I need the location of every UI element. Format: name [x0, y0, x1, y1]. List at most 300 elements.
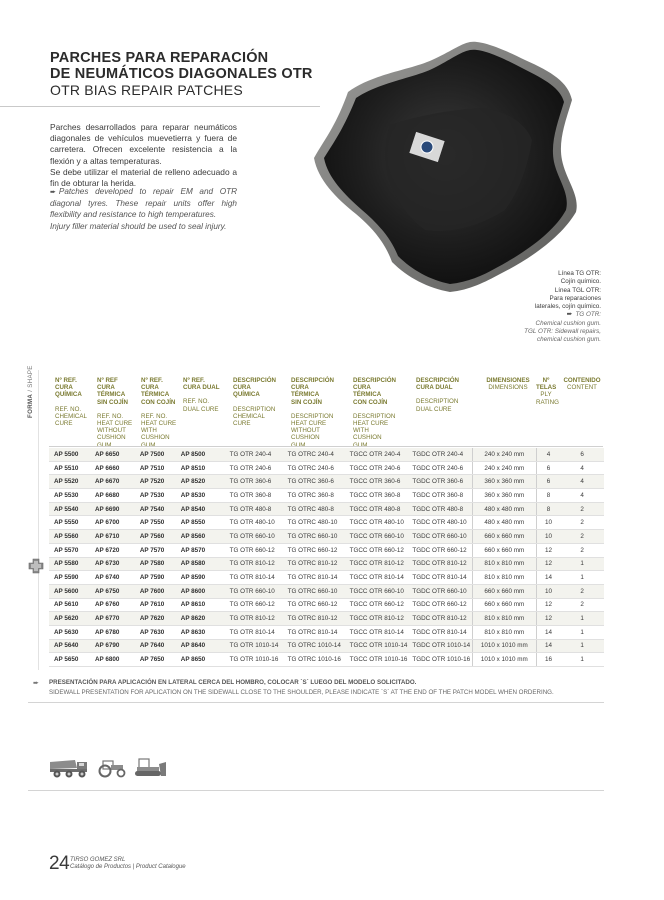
table-cell: TGCC OTR 360-6	[345, 475, 408, 489]
table-cell: TGDC OTR 660-12	[407, 598, 472, 612]
table-cell: AP 7590	[135, 571, 176, 585]
table-cell: AP 7640	[135, 639, 176, 653]
column-header	[416, 377, 478, 413]
table-cell: AP 7550	[135, 516, 176, 530]
table-cell: 360 x 360 mm	[472, 489, 536, 503]
footer-company: TIRSO GOMEZ SRL	[70, 857, 126, 863]
table-row	[49, 448, 604, 461]
column-header	[562, 377, 602, 391]
caption-line: Cojín químico.	[560, 278, 601, 286]
header-line: TÉRMICA	[141, 391, 170, 399]
caption-en-text: TG OTR:	[575, 311, 601, 319]
description-en-text-1: Patches developed to repair EM and OTR diagonal tyres. These repair units offer high flexibility and resistance to high temperatures.	[50, 187, 237, 220]
table-cell: AP 6730	[90, 557, 135, 571]
description-es-paragraph-2: Se debe utilizar el material de relleno adecuado a fin de obturar la herida.	[50, 166, 237, 189]
patch-caption	[451, 270, 601, 345]
header-line: DUAL CURE	[183, 405, 219, 413]
table-cell: AP 8530	[176, 489, 225, 503]
table-cell: 12	[536, 598, 560, 612]
table-cell: 480 x 480 mm	[472, 502, 536, 516]
header-line: HEAT CURE	[291, 420, 327, 428]
table-cell: AP 8500	[176, 448, 225, 461]
table-cell: TG OTR 810-12	[225, 612, 283, 626]
header-line: CURA	[97, 384, 115, 392]
table-cell: 660 x 660 mm	[472, 530, 536, 544]
header-line: DESCRIPCIÓN	[416, 377, 459, 384]
header-line: CURA DUAL	[183, 384, 220, 392]
table-cell: AP 8550	[176, 516, 225, 530]
table-cell: AP 8640	[176, 639, 225, 653]
header-line: WITHOUT	[291, 427, 320, 435]
header-line: CON COJÍN	[141, 398, 176, 406]
header-line: REF. NO.	[141, 412, 168, 420]
table-cell: TGDC OTR 360-8	[407, 489, 472, 503]
table-cell: AP 7620	[135, 612, 176, 626]
table-cell: 1	[560, 557, 604, 571]
table-cell: TG OTR 240-6	[225, 461, 283, 475]
header-line: WITH	[141, 427, 157, 435]
table-cell: AP 5640	[49, 639, 90, 653]
header-line: DESCRIPCIÓN	[233, 377, 276, 384]
header-line: DESCRIPTION	[416, 398, 459, 406]
table-cell: AP 5510	[49, 461, 90, 475]
header-line: Nº REF.	[183, 377, 205, 384]
table-cell: AP 5550	[49, 516, 90, 530]
table-cell: AP 5590	[49, 571, 90, 585]
header-line: DIMENSIONES	[486, 377, 530, 384]
table-cell: 1	[560, 639, 604, 653]
table-cell: AP 6720	[90, 543, 135, 557]
table-cell: TGCC OTR 1010-14	[345, 639, 408, 653]
table-cell: 2	[560, 543, 604, 557]
table-cell: AP 7580	[135, 557, 176, 571]
table-cell: 660 x 660 mm	[472, 584, 536, 598]
header-line: CUSHION	[141, 434, 170, 442]
table-cell: 1	[560, 612, 604, 626]
table-row	[49, 461, 604, 475]
table-cell: AP 5540	[49, 502, 90, 516]
table-cell: TG OTR 660-10	[225, 584, 283, 598]
header-line: RATING	[536, 398, 559, 406]
title-es-line2: DE NEUMÁTICOS DIAGONALES OTR	[50, 66, 313, 82]
title-divider	[0, 106, 320, 107]
table-cell: 240 x 240 mm	[472, 448, 536, 461]
header-line: CURA	[233, 384, 251, 392]
table-cell: AP 8630	[176, 625, 225, 639]
header-line: QUÍMICA	[233, 391, 260, 399]
table-cell: AP 8610	[176, 598, 225, 612]
header-line: DESCRIPTION	[353, 412, 396, 420]
table-cell: TG OTR 480-10	[225, 516, 283, 530]
table-cell: TGCC OTR 480-10	[345, 516, 408, 530]
column-header-es	[183, 377, 231, 391]
table-cell: 8	[536, 489, 560, 503]
header-line: HEAT CURE	[353, 420, 389, 428]
table-cell: 2	[560, 584, 604, 598]
table-cell: 10	[536, 530, 560, 544]
table-cell: AP 8580	[176, 557, 225, 571]
table-cell: AP 7500	[135, 448, 176, 461]
vehicle-icons	[49, 756, 167, 778]
table-cell: TGDC OTR 810-12	[407, 612, 472, 626]
caption-en-line: TGL OTR: Sidewall repairs,	[524, 328, 601, 336]
header-line: SIN COJÍN	[97, 398, 128, 406]
column-header-en	[141, 413, 183, 449]
caption-en-line: chemical cushion gum.	[536, 336, 601, 344]
note-divider	[28, 702, 604, 703]
table-cell: TG OTRC 660-12	[283, 598, 345, 612]
column-header	[481, 377, 535, 391]
table-cell: 240 x 240 mm	[472, 461, 536, 475]
arrow-right-icon: ➨	[50, 189, 56, 196]
column-header-es	[416, 377, 478, 391]
table-cell: 1	[560, 625, 604, 639]
header-line: CURE	[233, 420, 251, 428]
column-header-es	[291, 377, 351, 406]
column-header-en	[353, 413, 413, 449]
table-cell: AP 8520	[176, 475, 225, 489]
table-cell: AP 7650	[135, 653, 176, 667]
table-cell: TGDC OTR 660-10	[407, 530, 472, 544]
table-cell: TGCC OTR 240-6	[345, 461, 408, 475]
table-cell: TGDC OTR 480-8	[407, 502, 472, 516]
description-en-paragraph-2: Injury filler material should be used to seal injury.	[50, 221, 227, 231]
table-cell: AP 6740	[90, 571, 135, 585]
column-header	[291, 377, 351, 449]
table-cell: AP 7530	[135, 489, 176, 503]
table-cell: AP 5520	[49, 475, 90, 489]
table-cell: AP 8560	[176, 530, 225, 544]
table-cell: AP 6710	[90, 530, 135, 544]
caption-line: laterales, cojín químico.	[534, 303, 601, 311]
column-header-es	[141, 377, 183, 406]
table-cell: TG OTRC 810-12	[283, 612, 345, 626]
table-cell: 480 x 480 mm	[472, 516, 536, 530]
column-header-es	[353, 377, 413, 406]
shape-column-label	[27, 365, 34, 418]
header-line: HEAT CURE	[141, 420, 177, 428]
side-divider	[38, 370, 39, 670]
table-cell: 1010 x 1010 mm	[472, 653, 536, 667]
table-cell: AP 5580	[49, 557, 90, 571]
table-cell: TG OTRC 660-12	[283, 543, 345, 557]
table-cell: TG OTR 480-8	[225, 502, 283, 516]
header-line: CHEMICAL	[233, 412, 265, 420]
header-line: SIN COJÍN	[291, 398, 322, 406]
header-line: QUÍMICA	[55, 391, 82, 399]
title-es-line1: PARCHES PARA REPARACIÓN	[50, 50, 269, 66]
column-header	[536, 377, 559, 406]
header-line: DUAL CURE	[416, 405, 452, 413]
table-cell: TG OTRC 810-14	[283, 571, 345, 585]
column-header	[55, 377, 95, 427]
patch-product-image	[300, 30, 600, 300]
table-row	[49, 571, 604, 585]
bulldozer-icon	[135, 759, 166, 776]
table-cell: TGCC OTR 1010-16	[345, 653, 408, 667]
table-cell: TGCC OTR 810-12	[345, 557, 408, 571]
column-header-en	[481, 384, 535, 391]
header-line: CONTENT	[567, 384, 597, 392]
table-cell: 12	[536, 557, 560, 571]
table-cell: TGDC OTR 240-4	[407, 448, 472, 461]
table-cell: TGCC OTR 810-12	[345, 612, 408, 626]
table-cell: AP 5560	[49, 530, 90, 544]
table-cell: TGCC OTR 660-10	[345, 584, 408, 598]
table-row	[49, 653, 604, 667]
table-cell: AP 6670	[90, 475, 135, 489]
table-cell: 810 x 810 mm	[472, 557, 536, 571]
header-line: DESCRIPCIÓN	[353, 377, 396, 384]
note-en: SIDEWALL PRESENTATION FOR APLICATION ON THE SIDEWALL CLOSE TO THE SHOULDER, PLEASE INDICATE `S` AT THE END OF THE PATCH MODEL WHEN ORDERING.	[49, 689, 554, 696]
column-header-en	[416, 398, 478, 412]
header-line: CHEMICAL	[55, 412, 87, 420]
cross-patch-icon	[28, 558, 44, 574]
table-cell: AP 7540	[135, 502, 176, 516]
table-cell: AP 6690	[90, 502, 135, 516]
header-line: CUSHION	[97, 434, 126, 442]
table-row	[49, 639, 604, 653]
caption-line: Línea TGL OTR:	[554, 286, 601, 294]
table-cell: TG OTR 660-10	[225, 530, 283, 544]
table-cell: AP 5630	[49, 625, 90, 639]
table-cell: 12	[536, 612, 560, 626]
shape-label-en: SHAPE	[27, 365, 34, 388]
column-header-es	[562, 377, 602, 384]
description-es-paragraph-1: Parches desarrollados para reparar neumáticos diagonales de vehículos muevetierra y fuera de carretera. Ofrecen excelente resistencia a la flexión y a altas temperaturas.	[50, 122, 237, 166]
table-cell: AP 8540	[176, 502, 225, 516]
caption-line: Línea TG OTR:	[558, 270, 601, 277]
table-cell: AP 8570	[176, 543, 225, 557]
table-cell: 4	[560, 461, 604, 475]
header-line: CURA	[55, 384, 73, 392]
table-cell: AP 8650	[176, 653, 225, 667]
description-en	[50, 186, 237, 232]
vehicles-divider	[28, 790, 604, 791]
header-line: REF. NO.	[97, 412, 124, 420]
table-row	[49, 516, 604, 530]
caption-line: Para reparaciones	[549, 294, 601, 302]
table-cell: 660 x 660 mm	[472, 598, 536, 612]
shape-label-es: FORMA	[27, 393, 34, 418]
table-cell: AP 5600	[49, 584, 90, 598]
column-header-en	[97, 413, 139, 449]
table-cell: AP 5650	[49, 653, 90, 667]
table-cell: AP 5610	[49, 598, 90, 612]
header-line: Nº REF	[97, 377, 118, 384]
table-cell: 810 x 810 mm	[472, 571, 536, 585]
table-cell: AP 7630	[135, 625, 176, 639]
column-header-es	[97, 377, 139, 406]
column-header-es	[536, 377, 556, 391]
table-cell: AP 6760	[90, 598, 135, 612]
table-cell: 1	[560, 653, 604, 667]
table-cell: TG OTRC 1010-16	[283, 653, 345, 667]
table-cell: AP 7600	[135, 584, 176, 598]
table-cell: 2	[560, 516, 604, 530]
table-cell: AP 5620	[49, 612, 90, 626]
column-header	[353, 377, 413, 449]
header-line: CUSHION	[291, 434, 320, 442]
header-line: PLY	[540, 391, 552, 399]
table-cell: 16	[536, 653, 560, 667]
column-header-en	[562, 384, 602, 391]
table-cell: TGDC OTR 660-10	[407, 584, 472, 598]
table-cell: AP 6800	[90, 653, 135, 667]
header-line: DIMENSIONS	[488, 384, 528, 392]
table-cell: TGCC OTR 660-10	[345, 530, 408, 544]
table-cell: 4	[560, 475, 604, 489]
table-cell: AP 6680	[90, 489, 135, 503]
header-line: CURA	[291, 384, 309, 392]
table-cell: AP 6790	[90, 639, 135, 653]
table-cell: 810 x 810 mm	[472, 612, 536, 626]
top-bar	[0, 0, 664, 27]
table-cell: 4	[536, 448, 560, 461]
table-cell: 4	[560, 489, 604, 503]
column-header-en	[536, 391, 559, 406]
header-line: CURA	[141, 384, 159, 392]
header-divider	[49, 446, 603, 447]
column-header	[141, 377, 183, 449]
header-line: Nº REF.	[141, 377, 163, 384]
table-row	[49, 625, 604, 639]
caption-en-line: Chemical cushion gum.	[535, 319, 601, 327]
column-header	[233, 377, 289, 427]
table-cell: 6	[560, 448, 604, 461]
table-cell: AP 8600	[176, 584, 225, 598]
column-header-en	[183, 398, 231, 412]
table-cell: AP 7610	[135, 598, 176, 612]
table-cell: TGDC OTR 1010-16	[407, 653, 472, 667]
patch-table	[49, 448, 604, 667]
table-row	[49, 584, 604, 598]
header-line: Nº REF.	[55, 377, 77, 384]
table-cell: TG OTRC 810-14	[283, 625, 345, 639]
table-row	[49, 612, 604, 626]
column-header-en	[55, 406, 95, 428]
table-cell: 1	[560, 571, 604, 585]
column-header	[183, 377, 231, 413]
table-cell: 6	[536, 475, 560, 489]
table-cell: TG OTRC 480-10	[283, 516, 345, 530]
arrow-right-icon: ➨	[566, 311, 573, 319]
table-cell: TGCC OTR 810-14	[345, 571, 408, 585]
table-cell: TG OTRC 240-6	[283, 461, 345, 475]
table-cell: AP 7570	[135, 543, 176, 557]
table-cell: TG OTRC 1010-14	[283, 639, 345, 653]
table-cell: AP 7520	[135, 475, 176, 489]
table-cell: TG OTRC 660-10	[283, 530, 345, 544]
footer-catalog: Catálogo de Productos | Product Catalogue	[70, 864, 186, 870]
table-cell: AP 7560	[135, 530, 176, 544]
header-line: CURA DUAL	[416, 384, 453, 392]
table-row	[49, 543, 604, 557]
table-cell: TG OTR 810-14	[225, 571, 283, 585]
table-cell: AP 5570	[49, 543, 90, 557]
table-cell: TGDC OTR 1010-14	[407, 639, 472, 653]
table-cell: 14	[536, 625, 560, 639]
header-line: CURA	[353, 384, 371, 392]
table-cell: 10	[536, 516, 560, 530]
arrow-right-icon: ➨	[33, 680, 39, 687]
table-cell: 12	[536, 543, 560, 557]
table-cell: 14	[536, 571, 560, 585]
header-line: HEAT CURE	[97, 420, 133, 428]
table-cell: TG OTRC 810-12	[283, 557, 345, 571]
table-row	[49, 475, 604, 489]
table-cell: TG OTRC 660-10	[283, 584, 345, 598]
header-line: TÉRMICA	[291, 391, 320, 399]
shape-label-sep: /	[27, 387, 34, 394]
table-cell: TGCC OTR 240-4	[345, 448, 408, 461]
header-line: Nº	[542, 377, 550, 384]
table-cell: 14	[536, 639, 560, 653]
table-cell: AP 6780	[90, 625, 135, 639]
table-cell: AP 5530	[49, 489, 90, 503]
header-line: CUSHION	[353, 434, 382, 442]
table-cell: AP 5500	[49, 448, 90, 461]
table-cell: AP 6700	[90, 516, 135, 530]
table-cell: AP 8510	[176, 461, 225, 475]
table-cell: TGDC OTR 810-14	[407, 625, 472, 639]
table-cell: TGDC OTR 810-12	[407, 557, 472, 571]
header-line: TÉRMICA	[353, 391, 382, 399]
table-cell: TG OTR 810-14	[225, 625, 283, 639]
patch-svg	[300, 30, 600, 300]
table-cell: TG OTR 810-12	[225, 557, 283, 571]
title-en: OTR BIAS REPAIR PATCHES	[50, 82, 243, 98]
table-cell: TGDC OTR 660-12	[407, 543, 472, 557]
column-header-en	[233, 406, 289, 428]
table-cell: AP 7510	[135, 461, 176, 475]
column-header-es	[55, 377, 95, 399]
header-line: CURE	[55, 420, 73, 428]
table-cell: TG OTR 660-12	[225, 543, 283, 557]
header-line: CONTENIDO	[563, 377, 601, 384]
header-line: REF. NO.	[55, 405, 82, 413]
table-cell: 2	[560, 502, 604, 516]
description-es	[50, 122, 237, 189]
table-cell: 2	[560, 530, 604, 544]
table-cell: AP 8620	[176, 612, 225, 626]
table-cell: AP 6770	[90, 612, 135, 626]
table-row	[49, 502, 604, 516]
header-line: WITH	[353, 427, 369, 435]
table-row	[49, 557, 604, 571]
table-cell: TG OTRC 240-4	[283, 448, 345, 461]
table-cell: 6	[536, 461, 560, 475]
table-body	[49, 448, 604, 667]
column-header-en	[291, 413, 351, 449]
dump-truck-icon	[50, 760, 87, 778]
page-number: 24	[49, 853, 70, 874]
table-cell: TG OTR 240-4	[225, 448, 283, 461]
table-cell: TGDC OTR 810-14	[407, 571, 472, 585]
tractor-icon	[100, 761, 125, 777]
table-cell: 360 x 360 mm	[472, 475, 536, 489]
header-line: DESCRIPTION	[233, 405, 276, 413]
table-row	[49, 598, 604, 612]
header-line: WITHOUT	[97, 427, 126, 435]
table-cell: TG OTRC 480-8	[283, 502, 345, 516]
table-cell: TG OTR 1010-16	[225, 653, 283, 667]
description-en-paragraph-1	[50, 186, 237, 221]
table-cell: AP 6750	[90, 584, 135, 598]
header-line: CON COJÍN	[353, 398, 388, 406]
table-cell: AP 8590	[176, 571, 225, 585]
table-cell: 8	[536, 502, 560, 516]
